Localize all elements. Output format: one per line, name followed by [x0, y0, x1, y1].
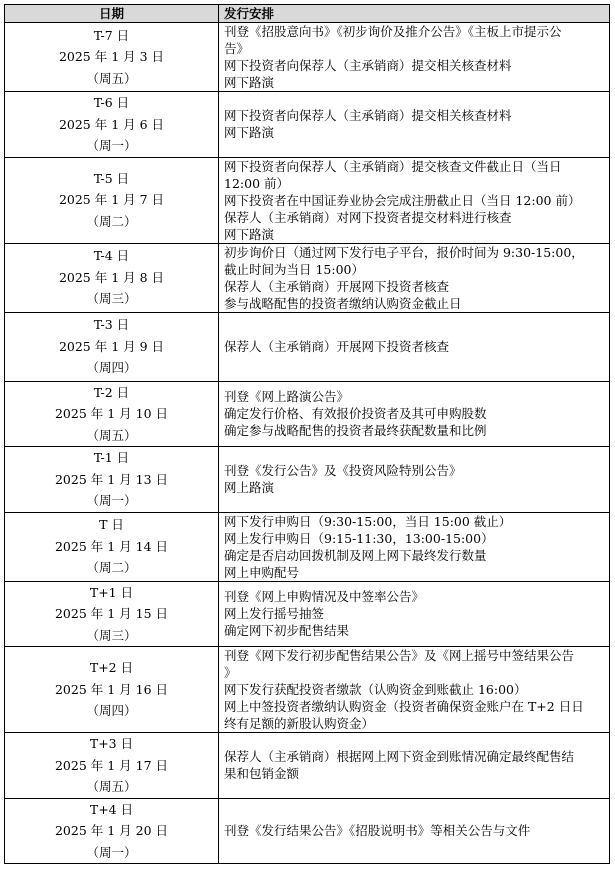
- arrangement-line: 截止时间为当日 15:00）: [224, 261, 364, 277]
- weekday-label: （周一）: [86, 844, 137, 860]
- table-header-row: [5, 5, 610, 23]
- arrangement-line: 保荐人（主承销商）开展网下投资者核查: [224, 339, 450, 354]
- arrangement-line: 初步询价日（通过网下发行电子平台，报价时间为 9:30-15:00，: [224, 244, 584, 260]
- date-cell: [5, 512, 219, 581]
- arrangement-line: 网下发行申购日（9:30-15:00，当日 15:00 截止）: [224, 513, 512, 529]
- arrangement-line: 网下路演: [224, 75, 275, 90]
- arrangement-cell: [219, 312, 610, 381]
- weekday-label: （周五）: [86, 427, 137, 443]
- arrangement-line: 12:00 前）: [224, 175, 289, 191]
- date-label: 2025 年 1 月 9 日: [58, 338, 165, 354]
- arrangement-line: 保荐人（主承销商）开展网下投资者核查: [224, 278, 450, 294]
- day-label: T+3 日: [89, 736, 134, 751]
- schedule-body: [5, 23, 610, 864]
- date-label: 2025 年 1 月 8 日: [58, 269, 165, 285]
- date-cell: [5, 447, 219, 513]
- arrangement-line: 终有足额的新股认购资金）: [224, 716, 375, 731]
- date-label: 2025 年 1 月 14 日: [54, 538, 169, 554]
- arrangement-line: 确定网下初步配售结果: [224, 623, 350, 639]
- day-label: T-2 日: [93, 384, 130, 400]
- arrangement-line: 确定发行价格、有效报价投资者及其可申购股数: [224, 406, 487, 422]
- day-label: T+4 日: [89, 801, 134, 817]
- date-label: 2025 年 1 月 13 日: [54, 471, 169, 487]
- day-label: T-6 日: [93, 95, 130, 110]
- arrangement-line: 网下投资者在中国证券业协会完成注册截止日（当日 12:00 前）: [224, 192, 581, 208]
- weekday-label: （周三）: [86, 627, 137, 643]
- date-label: 2025 年 1 月 10 日: [54, 406, 169, 421]
- arrangement-line: 网上发行摇号抽签: [224, 606, 325, 622]
- arrangement-cell: [219, 92, 610, 158]
- arrangement-line: 网上发行申购日（9:15-11:30，13:00-15:00）: [224, 530, 494, 546]
- arrangement-cell: [219, 157, 610, 243]
- arrangement-line: 果和包销金额: [224, 766, 300, 782]
- day-label: T-7 日: [93, 27, 130, 43]
- arrangement-line: 网下路演: [224, 226, 275, 242]
- date-cell: [5, 733, 219, 799]
- table-row: [5, 157, 610, 243]
- arrangement-line: 刊登《发行结果公告》《招股说明书》等相关公告与文件: [224, 823, 531, 839]
- date-label: 2025 年 1 月 20 日: [54, 823, 169, 838]
- arrangement-line: 保荐人（主承销商）对网下投资者提交材料进行核查: [224, 209, 512, 225]
- date-cell: [5, 798, 219, 864]
- date-label: 2025 年 1 月 3 日: [58, 49, 165, 65]
- date-cell: [5, 157, 219, 243]
- arrangement-cell: [219, 581, 610, 647]
- arrangement-line: 》: [224, 665, 237, 680]
- arrangement-line: 刊登《网上路演公告》: [224, 389, 350, 405]
- date-label: 2025 年 1 月 16 日: [54, 681, 169, 697]
- weekday-label: （周二）: [86, 213, 137, 229]
- arrangement-line: 刊登《发行公告》及《投资风险特别公告》: [224, 463, 462, 479]
- table-row: [5, 581, 610, 647]
- weekday-label: （周一）: [86, 138, 137, 153]
- arrangement-line: 网上申购配号: [224, 564, 300, 580]
- arrangement-line: 网上路演: [224, 480, 275, 496]
- arrangement-cell: [219, 447, 610, 513]
- arrangement-line: 告》: [224, 41, 250, 56]
- arrangement-line: 刊登《网上申购情况及中签率公告》: [224, 589, 425, 605]
- arrangement-cell: [219, 23, 610, 92]
- arrangement-line: 确定参与战略配售的投资者最终获配数量和比例: [224, 423, 487, 439]
- arrangement-cell: [219, 733, 610, 799]
- date-cell: [5, 312, 219, 381]
- arrangement-line: 网上中签投资者缴纳认购资金（投资者确保资金账户在 T+2 日日: [224, 699, 584, 714]
- header-date: 日期: [5, 5, 219, 23]
- weekday-label: （周五）: [86, 70, 137, 86]
- weekday-label: （周四）: [86, 360, 137, 376]
- day-label: T+2 日: [89, 660, 134, 676]
- table-row: [5, 447, 610, 513]
- weekday-label: （周五）: [86, 779, 137, 794]
- day-label: T-3 日: [93, 317, 130, 333]
- day-label: T 日: [99, 517, 124, 533]
- arrangement-line: 参与战略配售的投资者缴纳认购资金截止日: [224, 295, 462, 311]
- arrangement-line: 刊登《网下发行初步配售结果公告》及《网上摇号中签结果公告: [224, 648, 575, 663]
- table-row: [5, 798, 610, 864]
- table-row: [5, 243, 610, 312]
- arrangement-cell: [219, 798, 610, 864]
- arrangement-line: 网下路演: [224, 125, 275, 141]
- date-label: 2025 年 1 月 7 日: [58, 192, 165, 208]
- table-row: [5, 512, 610, 581]
- table-row: [5, 647, 610, 733]
- day-label: T+1 日: [89, 584, 134, 600]
- arrangement-line: 保荐人（主承销商）根据网上网下资金到账情况确定最终配售结: [224, 749, 575, 765]
- arrangement-line: 网下投资者向保荐人（主承销商）提交核查文件截止日（当日: [224, 158, 562, 174]
- arrangement-line: 网下投资者向保荐人（主承销商）提交相关核查材料: [224, 108, 512, 124]
- day-label: T-4 日: [93, 248, 130, 264]
- date-label: 2025 年 1 月 15 日: [54, 606, 169, 621]
- arrangement-cell: [219, 647, 610, 733]
- issuance-schedule-table: [4, 4, 610, 864]
- arrangement-cell: [219, 381, 610, 447]
- date-cell: [5, 23, 219, 92]
- arrangement-line: 确定是否启动回拨机制及网上网下最终发行数量: [224, 547, 487, 563]
- weekday-label: （周二）: [86, 560, 137, 576]
- header-arrangement: 发行安排: [219, 5, 610, 23]
- arrangement-line: 网下投资者向保荐人（主承销商）提交相关核查材料: [224, 58, 512, 73]
- weekday-label: （周四）: [86, 703, 137, 719]
- arrangement-line: 网下发行获配投资者缴款（认购资金到账截止 16:00）: [224, 682, 527, 697]
- date-label: 2025 年 1 月 6 日: [58, 116, 165, 132]
- arrangement-line: 刊登《招股意向书》《初步询价及推介公告》《主板上市提示公: [224, 24, 562, 39]
- table-row: [5, 92, 610, 158]
- date-cell: [5, 243, 219, 312]
- table-row: [5, 381, 610, 447]
- day-label: T-1 日: [93, 450, 130, 465]
- weekday-label: （周三）: [86, 291, 137, 307]
- day-label: T-5 日: [93, 170, 130, 186]
- date-cell: [5, 381, 219, 447]
- date-cell: [5, 92, 219, 158]
- table-row: [5, 23, 610, 92]
- table-row: [5, 733, 610, 799]
- table-row: [5, 312, 610, 381]
- date-cell: [5, 581, 219, 647]
- arrangement-cell: [219, 243, 610, 312]
- weekday-label: （周一）: [86, 493, 137, 508]
- date-label: 2025 年 1 月 17 日: [54, 757, 169, 773]
- arrangement-cell: [219, 512, 610, 581]
- date-cell: [5, 647, 219, 733]
